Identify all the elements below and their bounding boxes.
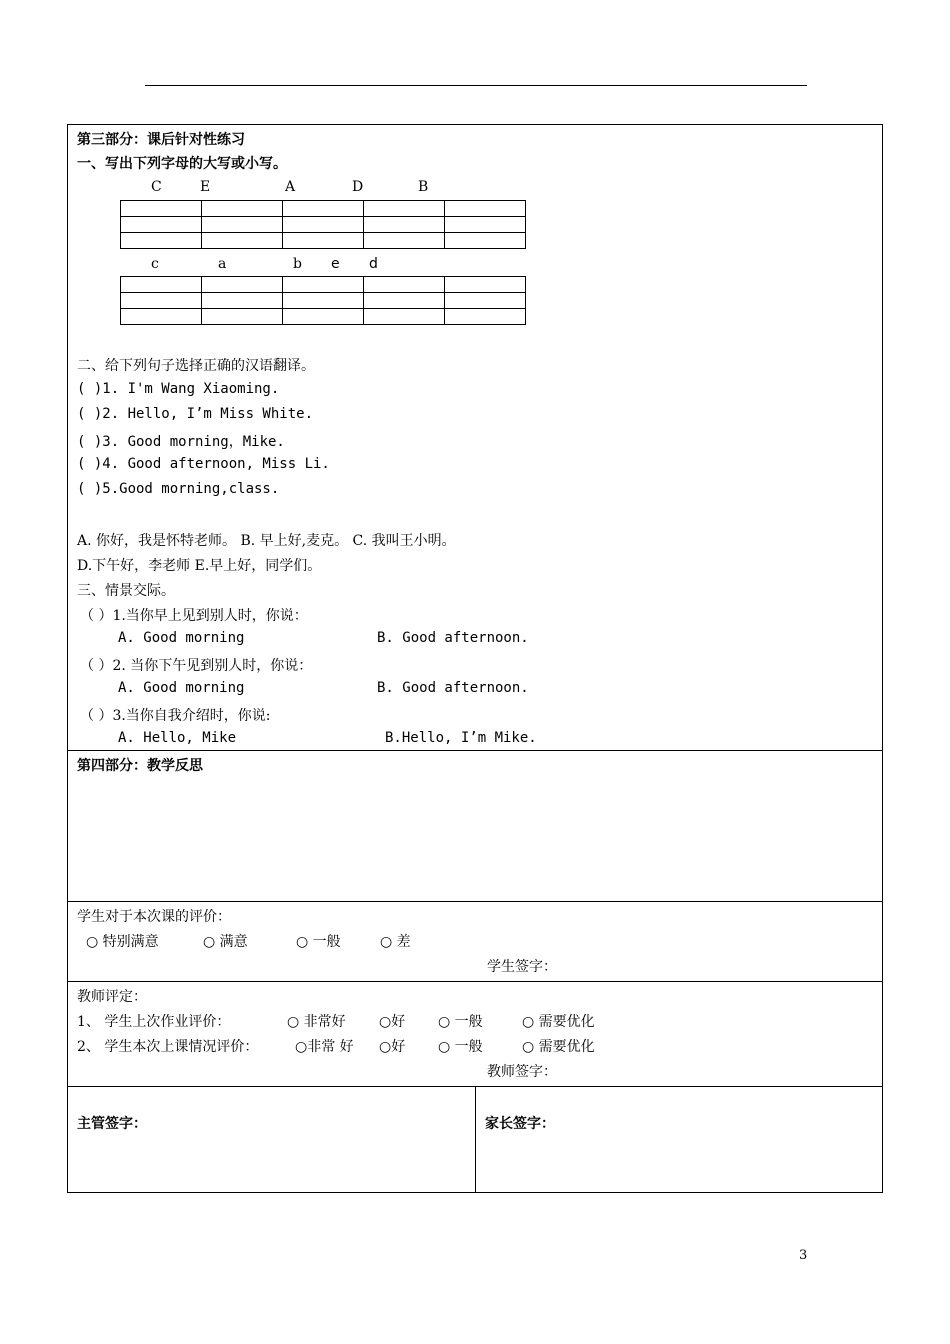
q3-question: （ ）3.当你自我介绍时，你说: <box>80 708 271 724</box>
upper-letter: A <box>285 179 296 195</box>
header-rule <box>145 85 807 86</box>
upper-letter: E <box>200 179 211 195</box>
q2-options-line1: A. 你好，我是怀特老师。 B. 早上好,麦克。 C. 我叫王小明。 <box>77 533 456 549</box>
q3-question: （ ）1.当你早上见到别人时，你说： <box>80 608 308 624</box>
q2-item: ( )2. Hello, I’m Miss White. <box>77 406 314 422</box>
teacher-eval-row1-option[interactable]: ○ 需要优化 <box>522 1014 595 1030</box>
q3-title: 三、情景交际。 <box>77 583 175 599</box>
grid-cell[interactable] <box>445 293 526 309</box>
teacher-eval-row2-label: 2、 学生本次上课情况评价： <box>77 1039 259 1055</box>
grid-cell[interactable] <box>445 233 526 249</box>
teacher-eval-row2-option[interactable]: ○非常 好 <box>295 1039 354 1055</box>
teacher-eval-row1-label: 1、 学生上次作业评价： <box>77 1014 231 1030</box>
grid-cell[interactable] <box>283 293 364 309</box>
grid-cell[interactable] <box>283 233 364 249</box>
grid-cell[interactable] <box>202 277 283 293</box>
grid-cell[interactable] <box>283 201 364 217</box>
grid-cell[interactable] <box>202 293 283 309</box>
student-eval-option[interactable]: ○ 一般 <box>296 934 341 950</box>
grid-cell[interactable] <box>283 309 364 325</box>
grid-cell[interactable] <box>445 277 526 293</box>
teacher-eval-row1-option[interactable]: ○好 <box>379 1014 406 1030</box>
teacher-eval-row1-option[interactable]: ○ 一般 <box>438 1014 483 1030</box>
divider-student-eval <box>67 901 883 902</box>
q2-item: ( )4. Good afternoon, Miss Li. <box>77 456 330 472</box>
page-number: 3 <box>799 1248 808 1263</box>
q1-title: 一、写出下列字母的大写或小写。 <box>77 156 287 172</box>
divider-teacher-eval <box>67 981 883 982</box>
supervisor-signature-label: 主管签字： <box>77 1116 147 1132</box>
q2-title: 二、给下列句子选择正确的汉语翻译。 <box>77 358 315 374</box>
lower-letter: c <box>151 256 159 272</box>
uppercase-writing-grid <box>120 200 526 249</box>
student-eval-option[interactable]: ○ 差 <box>380 934 411 950</box>
q2-item: ( )3. Good morning，Mike. <box>77 434 285 450</box>
teacher-eval-row2-option[interactable]: ○ 需要优化 <box>522 1039 595 1055</box>
grid-cell[interactable] <box>121 201 202 217</box>
parent-signature-label: 家长签字： <box>485 1116 555 1132</box>
grid-cell[interactable] <box>202 217 283 233</box>
student-eval-title: 学生对于本次课的评价： <box>77 909 231 925</box>
q2-item: ( )5.Good morning,class. <box>77 481 280 497</box>
lower-letter: d <box>369 256 378 272</box>
grid-cell[interactable] <box>121 233 202 249</box>
q2-options-line2: D.下午好，李老师 E.早上好，同学们。 <box>77 558 322 574</box>
divider-section4 <box>67 750 883 751</box>
grid-cell[interactable] <box>445 201 526 217</box>
teacher-eval-row2-option[interactable]: ○好 <box>379 1039 406 1055</box>
grid-cell[interactable] <box>364 293 445 309</box>
grid-cell[interactable] <box>121 309 202 325</box>
upper-letter: D <box>352 179 364 195</box>
teacher-signature-label: 教师签字： <box>487 1064 557 1080</box>
lowercase-writing-grid <box>120 276 526 325</box>
grid-cell[interactable] <box>445 217 526 233</box>
lower-letter: b <box>293 256 302 272</box>
q3-question: （ ）2. 当你下午见到别人时，你说： <box>80 658 313 674</box>
section3-title: 第三部分：课后针对性练习 <box>77 132 245 148</box>
q3-option-a: A. Good morning <box>118 630 245 646</box>
q3-option-a: A. Hello, Mike <box>118 730 237 746</box>
lower-letter: a <box>218 256 227 272</box>
grid-cell[interactable] <box>121 217 202 233</box>
grid-cell[interactable] <box>121 293 202 309</box>
grid-cell[interactable] <box>364 233 445 249</box>
grid-cell[interactable] <box>364 201 445 217</box>
upper-letter: B <box>418 179 429 195</box>
grid-cell[interactable] <box>202 233 283 249</box>
grid-cell[interactable] <box>283 217 364 233</box>
grid-cell[interactable] <box>283 277 364 293</box>
q2-item: ( )1. I'm Wang Xiaoming. <box>77 381 280 397</box>
signature-column-divider <box>475 1086 476 1193</box>
q3-option-b: B. Good afternoon. <box>377 680 529 696</box>
grid-cell[interactable] <box>364 309 445 325</box>
teacher-eval-row2-option[interactable]: ○ 一般 <box>438 1039 483 1055</box>
student-eval-option[interactable]: ○ 满意 <box>203 934 248 950</box>
upper-letter: C <box>151 179 162 195</box>
grid-cell[interactable] <box>364 217 445 233</box>
grid-cell[interactable] <box>202 201 283 217</box>
q3-option-b: B. Good afternoon. <box>377 630 529 646</box>
teacher-eval-title: 教师评定： <box>77 989 147 1005</box>
grid-cell[interactable] <box>202 309 283 325</box>
section4-title: 第四部分：教学反思 <box>77 758 203 774</box>
grid-cell[interactable] <box>445 309 526 325</box>
q3-option-b: B.Hello, I’m Mike. <box>385 730 537 746</box>
teacher-eval-row1-option[interactable]: ○ 非常好 <box>287 1014 346 1030</box>
student-eval-option[interactable]: ○ 特别满意 <box>86 934 159 950</box>
grid-cell[interactable] <box>364 277 445 293</box>
student-signature-label: 学生签字： <box>487 959 557 975</box>
grid-cell[interactable] <box>121 277 202 293</box>
lower-letter: e <box>331 256 340 272</box>
q3-option-a: A. Good morning <box>118 680 245 696</box>
